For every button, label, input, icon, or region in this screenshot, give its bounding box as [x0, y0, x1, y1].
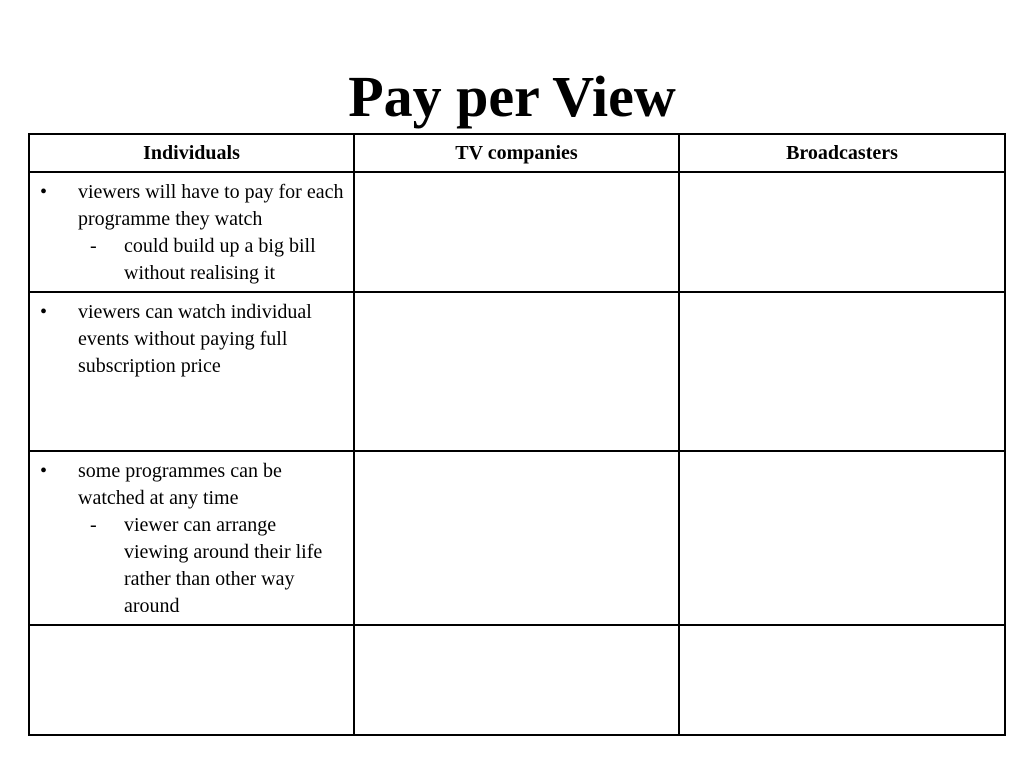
header-broadcasters: Broadcasters: [679, 134, 1005, 172]
bullet-text: some programmes can be watched at any time: [78, 460, 282, 509]
tv-companies-cell: [354, 172, 679, 292]
tv-companies-cell: [354, 451, 679, 625]
comparison-table: [28, 133, 1006, 736]
sub-item: [78, 233, 345, 287]
bullet-text: viewers can watch individual events without paying full subscription price: [78, 301, 312, 377]
tv-companies-cell: [354, 625, 679, 735]
individuals-cell: [29, 625, 354, 735]
header-individuals: Individuals: [29, 134, 354, 172]
bullet-item: [36, 299, 345, 380]
broadcasters-cell: [679, 172, 1005, 292]
header-row: [29, 134, 1005, 172]
table-row: [29, 292, 1005, 451]
table-row: [29, 625, 1005, 735]
sub-text: could build up a big bill without realising it: [124, 235, 316, 284]
individuals-cell: [29, 292, 354, 451]
individuals-cell: [29, 172, 354, 292]
bullet-icon: •: [40, 460, 48, 482]
dash-icon: -: [90, 514, 97, 536]
bullet-icon: •: [40, 301, 48, 323]
bullet-item: [36, 458, 345, 512]
table-row: [29, 172, 1005, 292]
broadcasters-cell: [679, 625, 1005, 735]
bullet-item: [36, 179, 345, 233]
broadcasters-cell: [679, 292, 1005, 451]
slide-title: Pay per View: [348, 64, 676, 129]
bullet-icon: •: [40, 181, 48, 203]
sub-item: [78, 512, 345, 620]
individuals-cell: [29, 451, 354, 625]
sub-text: viewer can arrange viewing around their life rather than other way around: [124, 514, 323, 617]
dash-icon: -: [90, 235, 97, 257]
tv-companies-cell: [354, 292, 679, 451]
broadcasters-cell: [679, 451, 1005, 625]
bullet-text: viewers will have to pay for each programme they watch: [78, 181, 344, 230]
header-tv-companies: TV companies: [354, 134, 679, 172]
table-row: [29, 451, 1005, 625]
